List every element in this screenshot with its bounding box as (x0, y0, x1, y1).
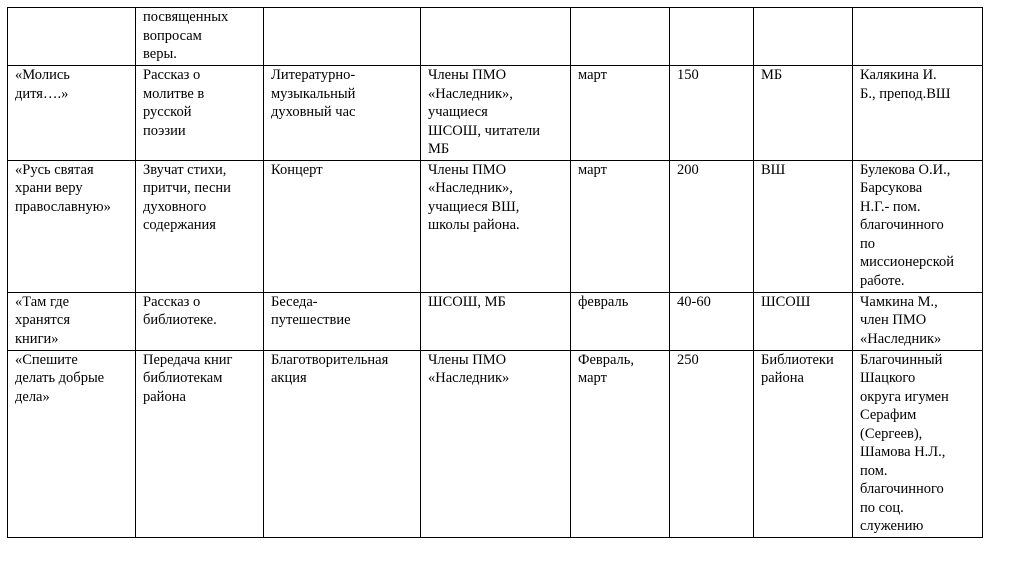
event-responsible-cell: Благочинный Шацкого округа игумен Серафим (Сергеев), Шамова Н.Л., пом. благочинного по соц. служению (853, 350, 983, 537)
event-responsible-cell: Булекова О.И., Барсукова Н.Г.- пом. благочинного по миссионерской работе. (853, 160, 983, 292)
table-row (8, 66, 983, 161)
event-audience-cell: ШСОШ, МБ (421, 292, 571, 350)
event-content-cell: Рассказ о библиотеке. (136, 292, 264, 350)
table-row (8, 292, 983, 350)
event-place-cell: ВШ (754, 160, 853, 292)
event-title-cell: «Спешите делать добрые дела» (8, 350, 136, 537)
event-date-cell: март (571, 66, 670, 161)
event-place-cell: ШСОШ (754, 292, 853, 350)
table-cell (853, 8, 983, 66)
event-content-cell: Звучат стихи, притчи, песни духовного содержания (136, 160, 264, 292)
event-count-cell: 40-60 (670, 292, 754, 350)
event-form-cell: Благотворительная акция (264, 350, 421, 537)
table-cell (421, 8, 571, 66)
event-title-cell: «Русь святая храни веру православную» (8, 160, 136, 292)
event-date-cell: февраль (571, 292, 670, 350)
event-audience-cell: Члены ПМО «Наследник» (421, 350, 571, 537)
event-place-cell: МБ (754, 66, 853, 161)
event-date-cell: Февраль, март (571, 350, 670, 537)
event-title-cell: «Молись дитя….» (8, 66, 136, 161)
event-place-cell: Библиотеки района (754, 350, 853, 537)
table-row (8, 8, 983, 66)
event-audience-cell: Члены ПМО «Наследник», учащиеся ШСОШ, читатели МБ (421, 66, 571, 161)
event-form-cell: Литературно- музыкальный духовный час (264, 66, 421, 161)
event-form-cell: Беседа- путешествие (264, 292, 421, 350)
table-row (8, 350, 983, 537)
event-count-cell: 250 (670, 350, 754, 537)
event-content-cell: Рассказ о молитве в русской поэзии (136, 66, 264, 161)
event-count-cell: 200 (670, 160, 754, 292)
table-cell (571, 8, 670, 66)
table-cell: посвященных вопросам веры. (136, 8, 264, 66)
event-responsible-cell: Чамкина М., член ПМО «Наследник» (853, 292, 983, 350)
events-table (7, 7, 983, 538)
table-row (8, 160, 983, 292)
event-count-cell: 150 (670, 66, 754, 161)
event-responsible-cell: Калякина И. Б., препод.ВШ (853, 66, 983, 161)
event-title-cell: «Там где хранятся книги» (8, 292, 136, 350)
table-cell (754, 8, 853, 66)
event-audience-cell: Члены ПМО «Наследник», учащиеся ВШ, школы района. (421, 160, 571, 292)
table-cell (8, 8, 136, 66)
table-cell (670, 8, 754, 66)
event-content-cell: Передача книг библиотекам района (136, 350, 264, 537)
event-form-cell: Концерт (264, 160, 421, 292)
table-cell (264, 8, 421, 66)
event-date-cell: март (571, 160, 670, 292)
